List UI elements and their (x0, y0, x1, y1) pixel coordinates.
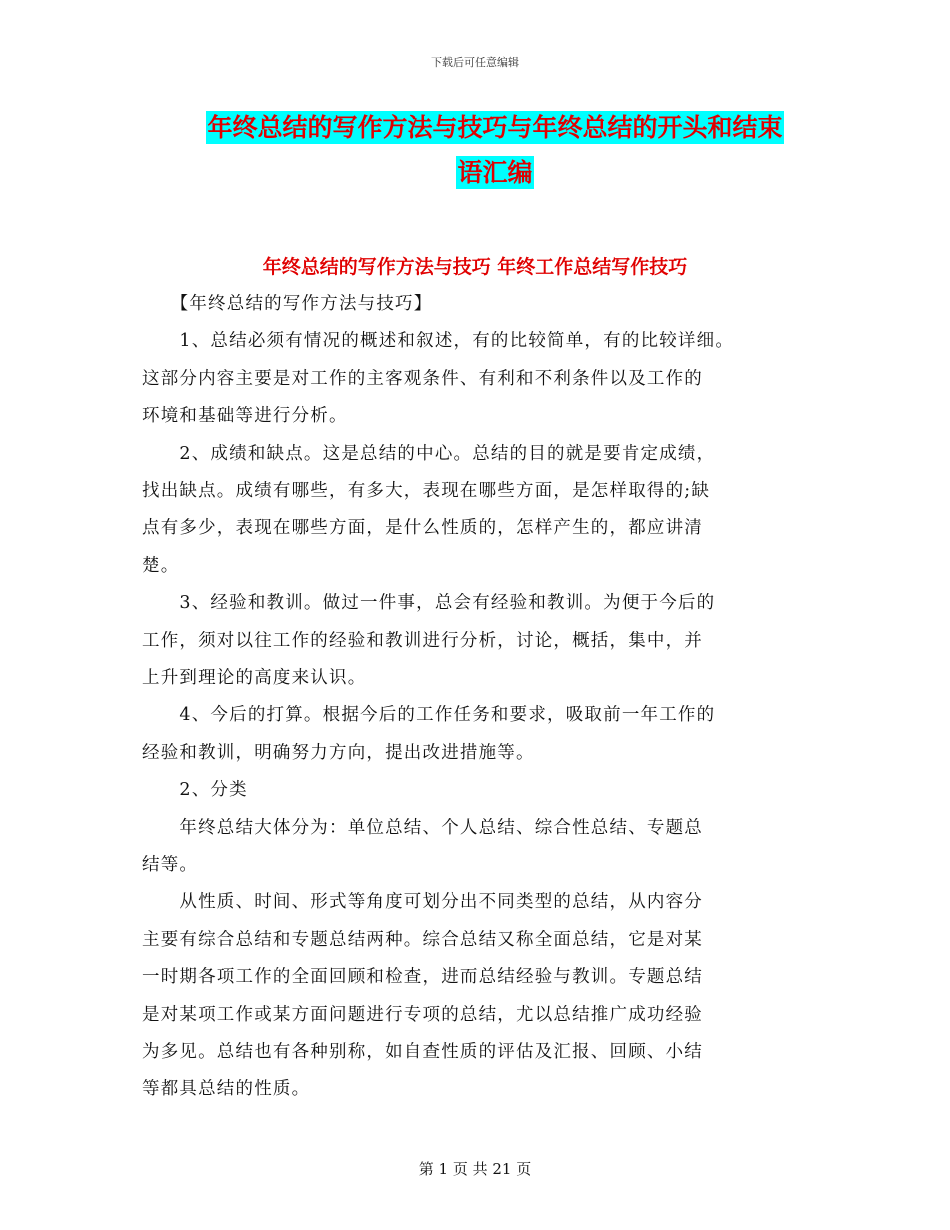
body-line: 环境和基础等进行分析。 (142, 406, 348, 427)
body-line: 【年终总结的写作方法与技巧】 (142, 294, 433, 314)
body-line: 3、经验和教训。做过一件事，总会有经验和教训。为便于今后的 (142, 593, 716, 614)
body-line: 等都具总结的性质。 (142, 1079, 311, 1100)
body-line: 上升到理论的高度来认识。 (142, 668, 367, 688)
document-title-line-2 (150, 160, 840, 185)
document-title-line-1 (150, 115, 840, 140)
body-line: 2、成绩和缺点。这是总结的中心。总结的目的就是要肯定成绩， (142, 443, 716, 464)
body-line: 2、分类 (142, 780, 248, 801)
body-line: 经验和教训，明确努力方向，提出改进措施等。 (142, 742, 535, 763)
page-footer: 第 1 页 共 21 页 (418, 1160, 532, 1178)
body-line: 楚。 (142, 555, 180, 576)
header-note: 下载后可任意编辑 (431, 56, 519, 69)
body-line: 结等。 (142, 855, 199, 875)
body-line: 4、今后的打算。根据今后的工作任务和要求，吸取前一年工作的 (142, 705, 716, 726)
body-line: 找出缺点。成绩有哪些，有多大，表现在哪些方面，是怎样取得的;缺 (142, 481, 711, 501)
body-line: 主要有综合总结和专题总结两种。综合总结又称全面总结，它是对某 (142, 929, 703, 950)
body-line: 1、总结必须有情况的概述和叙述，有的比较简单，有的比较详细。 (142, 331, 735, 352)
body-line: 从性质、时间、形式等角度可划分出不同类型的总结，从内容分 (142, 892, 703, 913)
body-line: 是对某项工作或某方面问题进行专项的总结，尤以总结推广成功经验 (142, 1004, 703, 1025)
body-line: 一时期各项工作的全面回顾和检查，进而总结经验与教训。专题总结 (142, 967, 703, 988)
body-line: 为多见。总结也有各种别称，如自查性质的评估及汇报、回顾、小结 (142, 1042, 703, 1062)
body-line: 工作，须对以往工作的经验和教训进行分析，讨论，概括，集中，并 (142, 630, 703, 651)
body-line: 这部分内容主要是对工作的主客观条件、有利和不利条件以及工作的 (142, 368, 703, 389)
document-title-text-1: 年终总结的写作方法与技巧与年终总结的开头和结束 (207, 113, 783, 142)
body-line: 年终总结大体分为：单位总结、个人总结、综合性总结、专题总 (142, 817, 703, 838)
document-title-text-2: 语汇编 (457, 158, 533, 187)
section-subtitle: 年终总结的写作方法与技巧 年终工作总结写作技巧 (262, 256, 688, 278)
body-line: 点有多少，表现在哪些方面，是什么性质的，怎样产生的，都应讲清 (142, 518, 703, 539)
